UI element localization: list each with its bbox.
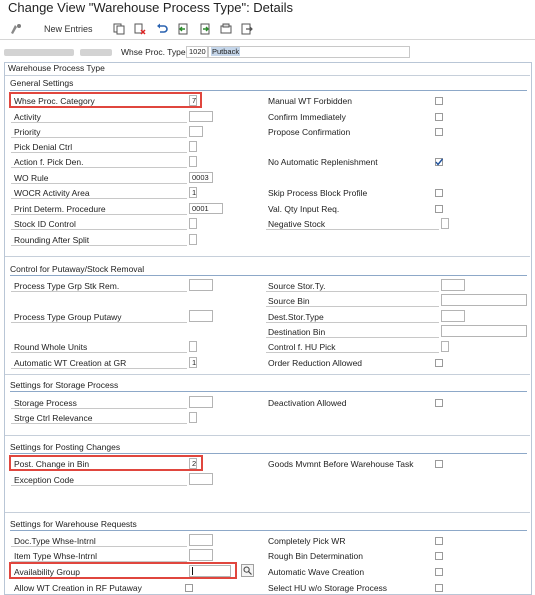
item-type-whse-intrnl-field[interactable] bbox=[189, 549, 213, 561]
destination-bin-label: Destination Bin bbox=[268, 327, 326, 337]
auto-wt-creation-gr-underline bbox=[11, 368, 187, 369]
section-separator bbox=[5, 256, 530, 257]
wo-rule-field[interactable]: 0003 bbox=[189, 172, 213, 183]
doc-type-whse-intrnl-underline bbox=[11, 546, 187, 547]
no-auto-replenishment-checkbox[interactable] bbox=[435, 158, 443, 166]
blurred-value bbox=[80, 49, 112, 56]
goods-mvmnt-before-wt-label: Goods Mvmnt Before Warehouse Task bbox=[268, 459, 414, 469]
whse-proc-category-label: Whse Proc. Category bbox=[14, 96, 95, 106]
completely-pick-wr-checkbox[interactable] bbox=[435, 537, 443, 545]
exception-code-label: Exception Code bbox=[14, 475, 75, 485]
new-entries-button[interactable]: New Entries bbox=[44, 24, 93, 34]
rounding-after-split-label: Rounding After Split bbox=[14, 235, 90, 245]
automatic-wave-creation-checkbox[interactable] bbox=[435, 568, 443, 576]
round-whole-units-label: Round Whole Units bbox=[14, 342, 88, 352]
negative-stock-underline bbox=[266, 229, 439, 230]
stock-id-control-label: Stock ID Control bbox=[14, 219, 76, 229]
window-title: Change View "Warehouse Process Type": Details bbox=[8, 0, 294, 15]
requests-title: Settings for Warehouse Requests bbox=[10, 519, 137, 529]
rough-bin-determination-label: Rough Bin Determination bbox=[268, 551, 363, 561]
source-bin-field[interactable] bbox=[441, 294, 527, 306]
no-auto-replenishment-label: No Automatic Replenishment bbox=[268, 157, 378, 167]
propose-confirmation-label: Propose Confirmation bbox=[268, 127, 351, 137]
action-pick-den-field[interactable] bbox=[189, 156, 197, 167]
wocr-activity-area-label: WOCR Activity Area bbox=[14, 188, 90, 198]
manual-wt-forbidden-label: Manual WT Forbidden bbox=[268, 96, 352, 106]
delete-icon[interactable] bbox=[133, 22, 147, 36]
skip-block-profile-checkbox[interactable] bbox=[435, 189, 443, 197]
wocr-activity-area-field[interactable]: 1 bbox=[189, 187, 197, 198]
control-hu-pick-underline bbox=[266, 352, 439, 353]
section-separator bbox=[5, 512, 530, 513]
posting-line bbox=[10, 453, 527, 454]
rounding-after-split-underline bbox=[11, 245, 187, 246]
proc-type-group-putawy-underline bbox=[11, 322, 187, 323]
undo-icon[interactable] bbox=[155, 22, 169, 36]
source-stor-ty-field[interactable] bbox=[441, 279, 465, 291]
order-reduction-allowed-label: Order Reduction Allowed bbox=[268, 358, 363, 368]
auto-wt-creation-gr-label: Automatic WT Creation at GR bbox=[14, 358, 127, 368]
storage-process-underline bbox=[11, 408, 187, 409]
auto-wt-creation-gr-field[interactable]: 1 bbox=[189, 357, 197, 368]
posting-title: Settings for Posting Changes bbox=[10, 442, 121, 452]
wo-rule-underline bbox=[11, 183, 187, 184]
dest-stor-type-field[interactable] bbox=[441, 310, 465, 322]
exception-code-field[interactable] bbox=[189, 473, 213, 485]
whse-proc-type-label: Whse Proc. Type bbox=[121, 47, 186, 57]
deactivation-allowed-checkbox[interactable] bbox=[435, 399, 443, 407]
search-icon bbox=[243, 566, 252, 575]
whse-proc-type-desc-text: Putback bbox=[212, 47, 240, 56]
val-qty-input-req-label: Val. Qty Input Req. bbox=[268, 204, 340, 214]
storage-process-field[interactable] bbox=[189, 396, 213, 408]
print-determ-field[interactable]: 0001 bbox=[189, 203, 223, 214]
text-cursor bbox=[192, 567, 193, 575]
warehouse-process-type-tab: Warehouse Process Type bbox=[8, 63, 105, 73]
wo-rule-label: WO Rule bbox=[14, 173, 49, 183]
propose-confirmation-checkbox[interactable] bbox=[435, 128, 443, 136]
post-change-in-bin-label: Post. Change in Bin bbox=[14, 459, 90, 469]
pick-denial-underline bbox=[11, 152, 187, 153]
tab-separator bbox=[5, 75, 530, 76]
toolbar-divider bbox=[0, 39, 535, 40]
section-separator bbox=[5, 374, 530, 375]
activity-label: Activity bbox=[14, 112, 41, 122]
deactivation-allowed-label: Deactivation Allowed bbox=[268, 398, 347, 408]
activity-underline bbox=[11, 122, 187, 123]
stock-id-control-underline bbox=[11, 229, 187, 230]
item-type-whse-intrnl-label: Item Type Whse-Intrnl bbox=[14, 551, 97, 561]
print-determ-label: Print Determ. Procedure bbox=[14, 204, 106, 214]
putaway-title: Control for Putaway/Stock Removal bbox=[10, 264, 145, 274]
whse-proc-type-field[interactable]: 1020 bbox=[186, 46, 208, 58]
proc-type-grp-stk-rem-label: Process Type Grp Stk Rem. bbox=[14, 281, 120, 291]
round-whole-units-field[interactable] bbox=[189, 341, 197, 352]
pick-denial-field[interactable] bbox=[189, 141, 197, 152]
requests-line bbox=[10, 530, 527, 531]
copy-icon[interactable] bbox=[112, 22, 126, 36]
general-settings-line bbox=[10, 90, 527, 91]
destination-bin-field[interactable] bbox=[441, 325, 527, 337]
negative-stock-label: Negative Stock bbox=[268, 219, 326, 229]
print-determ-underline bbox=[11, 214, 187, 215]
exception-code-underline bbox=[11, 485, 187, 486]
allow-wt-rf-putaway-label: Allow WT Creation in RF Putaway bbox=[14, 583, 142, 593]
strge-ctrl-relevance-label: Strge Ctrl Relevance bbox=[14, 413, 93, 423]
general-settings-title: General Settings bbox=[10, 78, 74, 88]
doc-type-whse-intrnl-field[interactable] bbox=[189, 534, 213, 546]
source-stor-ty-label: Source Stor.Ty. bbox=[268, 281, 326, 291]
negative-stock-field[interactable] bbox=[441, 218, 449, 229]
dest-stor-type-underline bbox=[266, 322, 439, 323]
proc-type-grp-stk-rem-underline bbox=[11, 291, 187, 292]
round-whole-units-underline bbox=[11, 352, 187, 353]
whse-proc-type-description bbox=[208, 46, 410, 58]
skip-block-profile-label: Skip Process Block Profile bbox=[268, 188, 368, 198]
pick-denial-label: Pick Denial Ctrl bbox=[14, 142, 73, 152]
dest-stor-type-label: Dest.Stor.Type bbox=[268, 312, 324, 322]
control-hu-pick-label: Control f. HU Pick bbox=[268, 342, 336, 352]
allow-wt-rf-putaway-checkbox[interactable] bbox=[185, 584, 193, 592]
source-stor-ty-underline bbox=[266, 291, 439, 292]
source-bin-label: Source Bin bbox=[268, 296, 310, 306]
destination-bin-underline bbox=[266, 337, 439, 338]
wocr-activity-area-underline bbox=[11, 198, 187, 199]
putaway-line bbox=[10, 275, 527, 276]
select-hu-wo-storage-label: Select HU w/o Storage Process bbox=[268, 583, 388, 593]
rounding-after-split-field[interactable] bbox=[189, 234, 197, 245]
whse-proc-category-field[interactable]: 7 bbox=[189, 95, 197, 106]
proc-type-group-putawy-field[interactable] bbox=[189, 310, 213, 322]
strge-ctrl-relevance-underline bbox=[11, 423, 187, 424]
doc-type-whse-intrnl-label: Doc.Type Whse-Intrnl bbox=[14, 536, 96, 546]
search-help-button[interactable] bbox=[241, 564, 254, 577]
action-pick-den-underline bbox=[11, 167, 187, 168]
priority-underline bbox=[11, 137, 187, 138]
availability-group-label: Availability Group bbox=[14, 567, 80, 577]
storage-line bbox=[10, 391, 527, 392]
strge-ctrl-relevance-field[interactable] bbox=[189, 412, 197, 423]
manual-wt-forbidden-checkbox[interactable] bbox=[435, 97, 443, 105]
stock-id-control-field[interactable] bbox=[189, 218, 197, 229]
control-hu-pick-field[interactable] bbox=[441, 341, 449, 352]
checkmark-icon bbox=[435, 158, 443, 166]
item-type-whse-intrnl-underline bbox=[11, 561, 187, 562]
confirm-immediately-label: Confirm Immediately bbox=[268, 112, 346, 122]
availability-group-field[interactable] bbox=[189, 565, 231, 577]
select-hu-wo-storage-checkbox[interactable] bbox=[435, 584, 443, 592]
storage-process-label: Storage Process bbox=[14, 398, 77, 408]
action-pick-den-label: Action f. Pick Den. bbox=[14, 157, 84, 167]
automatic-wave-creation-label: Automatic Wave Creation bbox=[268, 567, 365, 577]
priority-label: Priority bbox=[14, 127, 41, 137]
proc-type-grp-stk-rem-field[interactable] bbox=[189, 279, 213, 291]
post-change-in-bin-field[interactable]: 2 bbox=[189, 458, 197, 469]
priority-field[interactable] bbox=[189, 126, 203, 137]
completely-pick-wr-label: Completely Pick WR bbox=[268, 536, 346, 546]
transport-icon[interactable] bbox=[219, 22, 233, 36]
display-change-icon[interactable] bbox=[8, 22, 24, 36]
order-reduction-allowed-checkbox[interactable] bbox=[435, 359, 443, 367]
section-separator bbox=[5, 435, 530, 436]
rough-bin-determination-checkbox[interactable] bbox=[435, 552, 443, 560]
proc-type-group-putawy-label: Process Type Group Putawy bbox=[14, 312, 122, 322]
storage-title: Settings for Storage Process bbox=[10, 380, 119, 390]
val-qty-input-req-checkbox[interactable] bbox=[435, 205, 443, 213]
source-bin-underline bbox=[266, 306, 439, 307]
activity-field[interactable] bbox=[189, 111, 213, 122]
export-icon[interactable] bbox=[240, 22, 254, 36]
confirm-immediately-checkbox[interactable] bbox=[435, 113, 443, 121]
goods-mvmnt-before-wt-checkbox[interactable] bbox=[435, 460, 443, 468]
next-entry-icon[interactable] bbox=[198, 22, 212, 36]
previous-entry-icon[interactable] bbox=[176, 22, 190, 36]
blurred-label bbox=[4, 49, 74, 56]
